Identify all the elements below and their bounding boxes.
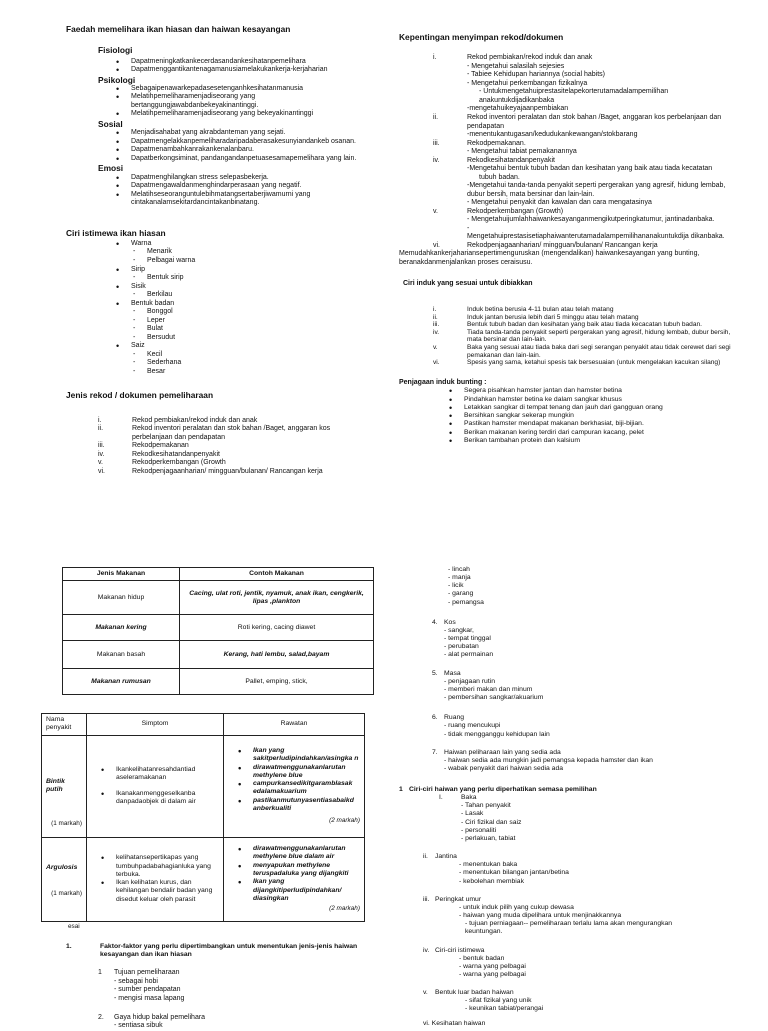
sub-item: - Pelbagai warna xyxy=(133,257,382,266)
sub-item: -mengetahuikeyajaanpembiakan xyxy=(467,105,569,113)
item-text: Tujuan pemeliharaan xyxy=(114,969,180,977)
list-item xyxy=(433,329,733,344)
list-item: • Berikan makanan kering terdiri dari campuran kacang, pelet xyxy=(449,429,734,437)
sub-item: - tempat tinggal xyxy=(444,635,491,643)
list-item xyxy=(98,459,366,468)
item-number: i. xyxy=(433,54,437,62)
ciri-label: Sisik xyxy=(131,282,146,290)
kepentingan-note: Memudahkankerjahariansepertimenguruskan (mengendalikan) haiwankesayangan yang bunting, beranakdanmenjalankan proses ceraisusu. xyxy=(399,250,700,266)
sub-item: - perubatan xyxy=(444,643,479,651)
list-item: • Ikankelihatanresahdantiad aseleramakanan xyxy=(101,766,219,783)
markah: (2 markah) xyxy=(329,905,360,913)
list-item: • dirawatmenggunakanlarutan methylene blue dalam air xyxy=(238,845,360,862)
table-cell: Cacing, ulat roti, jentik, nyamuk, anak ikan, cengkerik, lipas ,plankton xyxy=(180,581,374,615)
psikologi-heading: Psikologi xyxy=(98,74,136,85)
item-number: iv. xyxy=(98,450,105,458)
list-item xyxy=(433,344,733,359)
sub-item: - warna yang pelbagai xyxy=(459,970,526,978)
emosi-heading: Emosi xyxy=(98,163,124,174)
list-item xyxy=(433,157,733,208)
sub-item: - bentuk badan xyxy=(459,954,505,962)
makanan-table xyxy=(62,567,374,695)
item-text: Jantina xyxy=(435,853,457,861)
sub-item: - ruang mencukupi xyxy=(444,722,501,730)
faktor-masa xyxy=(432,670,732,703)
ciri-label: Saiz xyxy=(131,342,145,350)
sub-item: - pemangsa xyxy=(448,598,484,606)
list-item: • Pindahkan hamster betina ke dalam sangkar khusus xyxy=(449,396,734,404)
sub-item: - sangkar, xyxy=(444,626,474,634)
list-item: • Dapatberkongsiminat, pandangandanpetuasesamapemelihara yang lain. xyxy=(116,155,378,164)
item-text: Rekodpenjagaanharian/ mingguan/bulanan/ Rancangan kerja xyxy=(467,241,658,249)
item-number: ii. xyxy=(433,113,439,121)
list-item xyxy=(433,306,733,314)
list-item: • Melatihseseoranguntulebihmatangsertaberjiwamurni yang cintakanalamsekitardancintakanbinatang. xyxy=(116,191,378,208)
faktor-haiwan-lain xyxy=(432,749,732,773)
list-item: • Melatihpemeliharamenjadiseorang yang bekeyakinantinggi xyxy=(116,110,366,119)
list-item xyxy=(433,321,733,329)
question-2 xyxy=(399,786,729,794)
item-text: Ciri-ciri istimewa xyxy=(435,946,485,954)
table-row xyxy=(63,581,374,615)
faktor-tujuan xyxy=(98,969,366,1003)
kepentingan-title: Kepentingan menyimpan rekod/dokumen xyxy=(399,32,564,42)
sub-item: - manja xyxy=(448,574,471,582)
table-header: Nama penyakit xyxy=(42,714,87,736)
table-row xyxy=(63,615,374,641)
table-row xyxy=(63,669,374,695)
item-number: I. xyxy=(439,794,443,802)
table-cell xyxy=(87,735,224,837)
list-item: • Dapatmenambahkanrakankenalanbaru. xyxy=(116,146,378,155)
sub-item: - lincah xyxy=(448,566,470,573)
item-text: Baka xyxy=(461,794,477,802)
list-item: • dirawatmenggunakanlarutan methylene blue xyxy=(238,764,360,781)
sub-item: - menentukan baka xyxy=(459,861,518,869)
question-text: Faktor-faktor yang perlu dipertimbangkan untuk menentukan jenis-jenis haiwan kesayangan dan ikan hiasan xyxy=(100,942,358,959)
sub-item: Mengetahuiprestasisetiaphaiwanterutamadalampemilihananakuntukdija dikanbaka. xyxy=(467,233,725,241)
esai-section xyxy=(66,923,366,1031)
item-text: Ruang xyxy=(444,714,465,722)
item-text: Rekod pembiakan/rekod induk dan anak xyxy=(467,54,593,62)
item-text: Rekodpenjagaanharian/ mingguan/bulanan/ Rancangan kerja xyxy=(132,467,323,475)
right-lower xyxy=(432,566,732,773)
markah: (1 markah) xyxy=(51,889,82,897)
list-item xyxy=(98,442,366,451)
kepentingan-list xyxy=(433,54,733,250)
sub-item: - Sederhana xyxy=(133,359,382,368)
list-item: • Letakkan sangkar di tempat tenang dan jauh dari gangguan orang xyxy=(449,404,734,412)
ciri-label: Warna xyxy=(131,239,152,247)
sub-item: - tujuan perniagaan-- pemeliharaan terlalu lama akan mengurangkan keuntungan. xyxy=(465,920,673,936)
sub-item: - Besar xyxy=(133,368,382,377)
list-item: • Dapatmengawaldanmenghindarperasaan yang negatif. xyxy=(116,182,378,191)
item-number: v. xyxy=(433,207,438,215)
sub-item: - alat permainan xyxy=(444,651,494,659)
list-item xyxy=(116,342,382,376)
sub-item: - Untukmengetahuiprestasitelapekorterutamadalampemilihan anakuntukdijadikanbaka xyxy=(479,88,669,104)
list-item: • Ikan yang dijangkitiperludipindahkan/ diasingkan xyxy=(238,878,360,903)
sub-item: - Bersudut xyxy=(133,334,382,343)
item-text: Rekod inventori peralatan dan stok bahan /Baget, anggaran kos perbelanjaan dan pendapatan xyxy=(467,113,722,130)
sub-item: - memberi makan dan minum xyxy=(444,685,533,693)
jenis-rekod-list xyxy=(98,417,366,477)
table-cell: Makanan rumusan xyxy=(63,669,180,695)
right-question-2 xyxy=(399,786,729,1028)
sub-item: - Bonggol xyxy=(133,308,382,317)
ciri-kesihatan: vi. Kesihatan haiwan xyxy=(423,1019,486,1027)
table-header: Contoh Makanan xyxy=(180,568,374,581)
item-number: 5. xyxy=(432,669,438,677)
item-number: vi. xyxy=(433,241,440,249)
table-cell xyxy=(42,735,87,837)
sub-item: - sentiasa sibuk xyxy=(114,1022,163,1030)
item-text: Rekodkesihatandanpenyakit xyxy=(467,156,555,164)
item-number: iii. xyxy=(98,442,105,450)
item-text: Bentuk tubuh badan dan kesihatan yang baik atau tiada kecacatan tubuh badan. xyxy=(467,321,702,329)
sub-item: - haiwan sedia ada mungkin jadi pemangsa kepada hamster dan ikan xyxy=(444,756,653,764)
markah: (2 markah) xyxy=(329,817,360,825)
list-item xyxy=(116,300,382,343)
penyakit-name: Argulosis xyxy=(46,863,78,871)
list-item xyxy=(433,114,733,140)
list-item xyxy=(433,359,733,367)
sub-item: - sifat fizikal yang unik xyxy=(465,997,532,1005)
sub-item: - Mengetahui tabiat pemakanannya xyxy=(467,148,577,156)
table-header: Rawatan xyxy=(224,714,365,736)
ciri-label: Bentuk badan xyxy=(131,299,175,307)
sub-item: - Kecil xyxy=(133,351,382,360)
list-item: • Ikanakanmenggeselkanba danpadaobjek di dalam air xyxy=(101,790,219,807)
item-text: Induk betina berusia 4-11 bulan atau telah matang xyxy=(467,306,614,314)
item-number: iii. xyxy=(423,895,430,903)
list-item: • Menjadisahabat yang akrabdanteman yang sejati. xyxy=(116,129,378,138)
table-row xyxy=(63,641,374,669)
item-number: 7. xyxy=(432,748,438,756)
ciri-bentuk-luar xyxy=(423,989,729,1013)
ciri-istimewa xyxy=(423,947,729,980)
item-number: vi. xyxy=(433,359,440,367)
item-number: 1 xyxy=(98,969,102,977)
item-text: Rekod pembiakan/rekod induk dan anak xyxy=(132,416,258,424)
sub-item: - Mengetahui salasilah sejesies xyxy=(467,62,565,70)
table-cell xyxy=(224,735,365,837)
list-item: • menyapukan methylene teruspadaluka yang dijangkiti xyxy=(238,862,360,879)
table-cell: Roti kering, cacing diawet xyxy=(180,615,374,641)
item-number: vi. xyxy=(98,467,105,475)
sifat-list xyxy=(448,566,732,607)
sub-item: - Mengetahui perkembangan fizikalnya xyxy=(467,79,588,87)
list-item: • Berikan tambahan protein dan kalsium xyxy=(449,437,734,445)
list-item: • Segera pisahkan hamster jantan dan hamster betina xyxy=(449,387,734,395)
sub-item: - licik xyxy=(448,582,464,590)
table-cell xyxy=(87,837,224,921)
sub-item: - Tahan penyakit xyxy=(461,802,511,810)
sub-item: - xyxy=(467,224,470,232)
sub-item: - haiwan yang muda dipelihara untuk menjinakkannya xyxy=(459,912,622,920)
fisiologi-list xyxy=(116,58,382,75)
list-item: • Dapatmenghilangkan stress selepasbekerja. xyxy=(116,174,378,183)
item-number: iv. xyxy=(433,328,440,336)
sub-item: - sumber pendapatan xyxy=(114,986,181,994)
psikologi-list xyxy=(116,85,366,119)
item-text: Spesis yang sama, ketahui spesis tak bersesuaian (untuk mengelakan kacukan silang) xyxy=(467,359,721,367)
sub-item: - tidak mengganggu kehidupan lain xyxy=(444,730,550,738)
ciri-induk-list xyxy=(433,306,733,367)
list-item: • Dapatmenggantikantenagamanusiamelakukankerja-kerjaharian xyxy=(116,66,382,75)
penyakit-table xyxy=(41,713,365,922)
table-cell: Kerang, hati lembu, salad,bayam xyxy=(180,641,374,669)
sub-item: -Mengetahui tanda-tanda penyakit seperti pergerakan yang agresif, hidung lembab, xyxy=(467,182,726,190)
item-number: iv. xyxy=(423,946,430,954)
item-text: Rekod inventori peralatan dan stok bahan /Baget, anggaran kos perbelanjaan dan pendapatan xyxy=(132,425,331,441)
item-number: iv. xyxy=(433,156,440,164)
esai-label: esai xyxy=(68,923,80,930)
sub-item: - Berkilau xyxy=(133,291,382,300)
list-item xyxy=(116,266,382,283)
table-row xyxy=(42,735,365,837)
faktor-gaya xyxy=(98,1014,366,1031)
list-item xyxy=(433,208,733,242)
item-text: Peringkat umur xyxy=(435,895,482,903)
sub-item: dubur bersih, mata bersinar dan lain-lain. xyxy=(467,190,595,198)
item-text: Rekodperkembangan (Growth) xyxy=(467,207,564,215)
emosi-list xyxy=(116,174,378,208)
item-number: ii. xyxy=(423,853,428,861)
sub-item: - Mengetahuijumlahhaiwankesayanganmengikutperingkatumur, jantinadanbaka. xyxy=(467,216,715,224)
list-item xyxy=(98,425,366,442)
question-text: Ciri-ciri haiwan yang perlu diperhatikan semasa pemilihan xyxy=(409,786,597,793)
sub-item: - untuk induk pilih yang cukup dewasa xyxy=(459,903,574,911)
item-number: iii. xyxy=(433,139,440,147)
ciri-istimewa-title: Ciri istimewa ikan hiasan xyxy=(66,227,166,238)
list-item xyxy=(433,314,733,322)
sub-item: - pembersihan sangkar/akuarium xyxy=(444,694,544,702)
ciri-umur xyxy=(423,896,729,937)
table-cell: Makanan kering xyxy=(63,615,180,641)
sosial-list xyxy=(116,129,378,163)
sub-item: - perlakuan, tabiat xyxy=(461,834,516,842)
question-1 xyxy=(66,943,366,960)
item-text: Gaya hidup bakal pemelihara xyxy=(114,1013,206,1021)
list-item: • pastikanmutunyasentiasabaikd anberkualiti xyxy=(238,797,360,814)
list-item: • Ikan kelihatan kurus, dan kehilangan bendalir badan yang disedut keluar oleh parasit xyxy=(101,879,219,904)
jenis-rekod-title: Jenis rekod / dokumen pemeliharaan xyxy=(66,390,214,401)
list-item: • kelihatansepertikapas yang tumbuhpadabahagianluka yang terbuka. xyxy=(101,854,219,879)
list-item: • Dapatmeningkatkankecerdasandankesihatanpemelihara xyxy=(116,58,382,67)
item-text: Kos xyxy=(444,618,456,626)
table-header: Jenis Makanan xyxy=(63,568,180,581)
sub-item: - menentukan bilangan jantan/betina xyxy=(459,869,569,877)
sub-item: - Lasak xyxy=(461,810,484,818)
item-number: iii. xyxy=(433,321,440,329)
list-item xyxy=(116,283,382,300)
list-item: • campurkansedikitgaramblasak edalamakuarium xyxy=(238,780,360,797)
question-number: 1 xyxy=(399,786,403,793)
sub-item: tubuh badan. xyxy=(479,173,520,181)
table-cell: Makanan hidup xyxy=(63,581,180,615)
faktor-kos xyxy=(432,619,732,660)
item-number: 6. xyxy=(432,714,438,722)
penjagaan-title: Penjagaan induk bunting : xyxy=(399,378,487,386)
right-column xyxy=(399,32,734,445)
ciri-induk-title: Ciri induk yang sesuai untuk dibiakkan xyxy=(403,279,533,287)
sub-item: -Mengetahui bentuk tubuh badan dan kesihatan yang baik atau tiada kecatatan xyxy=(467,165,713,173)
sosial-heading: Sosial xyxy=(98,118,123,129)
sub-item: - Tabiee Kehidupan hariannya (social habits) xyxy=(467,71,606,79)
sub-item: - kebolehan membiak xyxy=(459,877,524,885)
table-cell xyxy=(224,837,365,921)
markah: (1 markah) xyxy=(51,820,82,828)
item-text: Haiwan peliharaan lain yang sedia ada xyxy=(444,748,561,756)
list-item xyxy=(98,451,366,460)
table-cell: Makanan basah xyxy=(63,641,180,669)
item-text: Masa xyxy=(444,669,461,677)
list-item xyxy=(98,417,366,426)
table-header: Simptom xyxy=(87,714,224,736)
list-item xyxy=(433,140,733,157)
list-item xyxy=(433,242,733,251)
table-row xyxy=(42,837,365,921)
item-number: v. xyxy=(423,989,428,997)
sub-item: - Leper xyxy=(133,317,382,326)
faedah-title: Faedah memelihara ikan hiasan dan haiwan kesayangan xyxy=(66,24,291,34)
ciri-baka xyxy=(439,794,729,843)
item-number: 4. xyxy=(432,618,438,626)
table-cell xyxy=(42,837,87,921)
list-item: • Pastikan hamster mendapat makanan berkhasiat, biji-bijian. xyxy=(449,420,734,428)
item-text: Baka yang sesuai atau tiada baka dari segi serangan penyakit atau tidak cerewet dari segi pemakanan dan lain-lain. xyxy=(467,343,731,359)
faktor-ruang xyxy=(432,714,732,738)
list-item xyxy=(433,54,733,114)
sub-item: - mengisi masa lapang xyxy=(114,994,185,1002)
penyakit-name: Bintik putih xyxy=(46,777,65,793)
sub-item: - sebagai hobi xyxy=(114,977,158,985)
item-text: Rekodkesihatandanpenyakit xyxy=(132,450,220,458)
item-number: i. xyxy=(433,306,437,314)
sub-item: - personaliti xyxy=(461,826,497,834)
sub-item: - penjagaan rutin xyxy=(444,677,496,685)
item-number: 2. xyxy=(98,1013,104,1021)
list-item: • Bersihkan sangkar sekerap mungkin xyxy=(449,412,734,420)
item-number: ii. xyxy=(433,313,438,321)
item-text: Rekodpemakanan. xyxy=(467,139,526,147)
left-column xyxy=(66,24,382,476)
ciri-label: Sirip xyxy=(131,265,146,273)
question-number: 1. xyxy=(66,942,72,950)
sub-item: - Bulat xyxy=(133,325,382,334)
item-number: i. xyxy=(98,416,102,424)
item-number: ii. xyxy=(98,425,104,433)
item-text: Induk jantan berusia lebih dari 5 minggu atau telah matang xyxy=(467,313,639,321)
ciri-istimewa-list xyxy=(116,240,382,377)
sub-item: - Mengetahui penyakit dan kawalan dan cara mengatasinya xyxy=(467,199,652,207)
list-item: • Sebagaipenawarkepadasesetenganhkesihatanmanusia xyxy=(116,85,366,94)
list-item: • Dapatmengelakkanpemeliharadaripadaberasakesunyiandankeb osanan. xyxy=(116,138,378,147)
sub-item: - Menarik xyxy=(133,248,382,257)
list-item: • Ikan yang sakitperludipindahkan/asingka n xyxy=(238,747,360,764)
item-number: v. xyxy=(98,459,103,467)
item-text: Rekodperkembangan (Growth xyxy=(132,459,226,467)
sub-item: - Bentuk sirip xyxy=(133,274,382,283)
sub-item: - Ciri fizikal dan saiz xyxy=(461,818,522,826)
ciri-jantina xyxy=(423,853,729,886)
sub-item: -menentukantugasan/kedudukankewangan/stokbarang xyxy=(467,131,638,139)
list-item: • Melatihpemeliharamenjadiseorang yang bertanggungjawabdanbekeyakinantinggi. xyxy=(116,93,366,110)
sub-item: - warna yang pelbagai xyxy=(459,962,526,970)
penjagaan-list xyxy=(449,387,734,445)
item-number: v. xyxy=(433,343,438,351)
list-item xyxy=(98,468,366,477)
sub-item: - keunikan tabiat/perangai xyxy=(465,1005,544,1013)
item-text: Bentuk luar badan haiwan xyxy=(435,989,514,997)
table-cell: Pallet, emping, stick, xyxy=(180,669,374,695)
sub-item: - garang xyxy=(448,590,474,598)
list-item xyxy=(116,240,382,266)
item-text: Tiada tanda-tanda penyakit seperti pergerakan yang agresif, hidung lembab, dubur bersih, mata bersinar dan lain-lain. xyxy=(467,328,731,344)
fisiologi-heading: Fisiologi xyxy=(98,45,133,56)
sub-item: - wabak penyakit dari haiwan sedia ada xyxy=(444,764,564,772)
item-text: Rekodpemakanan xyxy=(132,442,189,450)
